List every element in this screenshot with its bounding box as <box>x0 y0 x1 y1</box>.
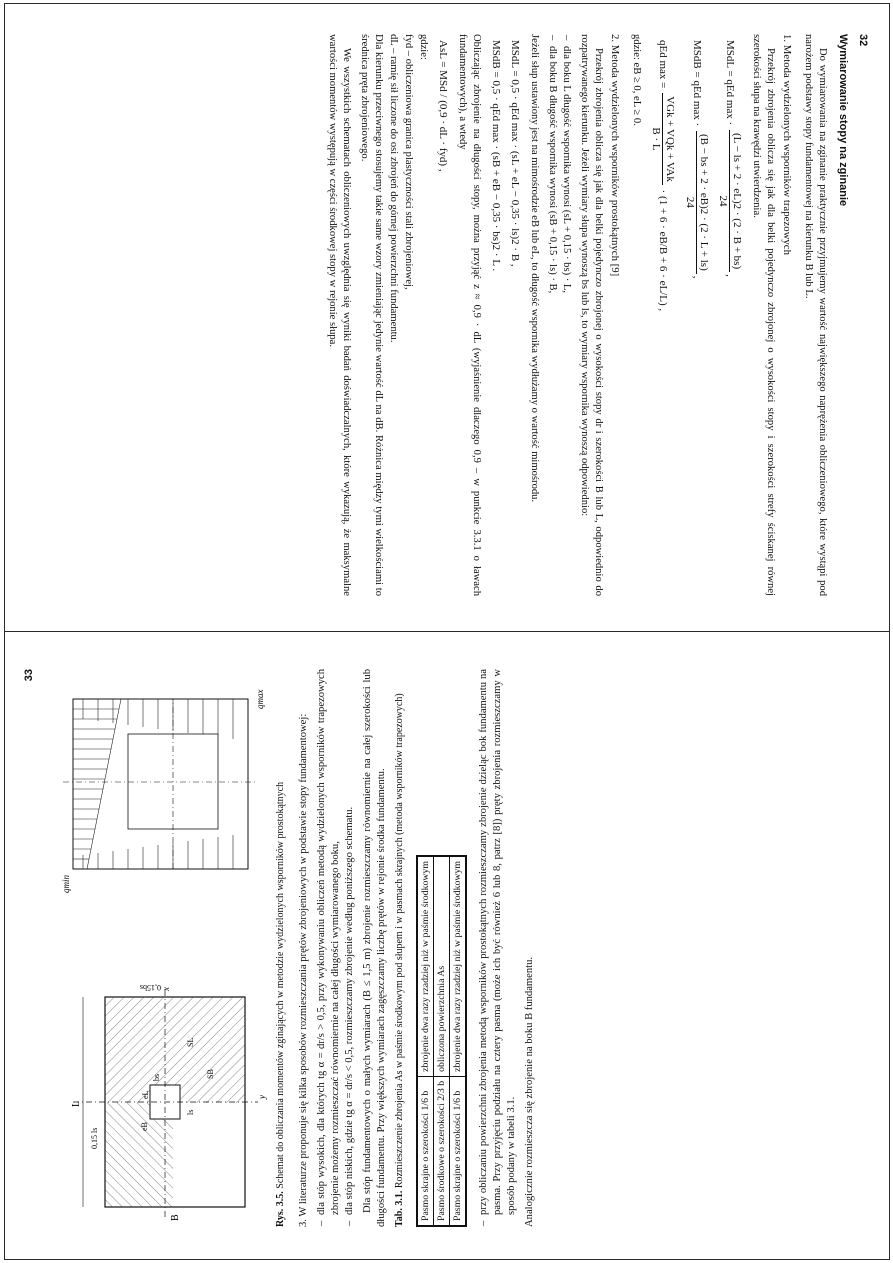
figure-caption-text: Schemat do obliczania momentów zginających w metodzie wydzielonych wsporników prostokątnych <box>275 781 286 1189</box>
method2-paragraph: Przekrój zbrojenia oblicza się jak dla belki pojedynczo zbrojonej o wysokości stopy dr i szerokości B lub L, odpowiednio do rozpatrywanego kierunku. Jeżeli wymiary słupa wynoszą bs lub ls, to wymiary wspornika wynoszą odpowiednio: <box>579 34 605 596</box>
formula-msdb-lhs: MSdB = qEd max · <box>690 40 703 127</box>
label-bs: bs <box>152 1073 161 1081</box>
table-row <box>433 856 449 1226</box>
axis-label-x: x <box>161 987 171 991</box>
page-number: 33 <box>23 669 35 682</box>
label-bs-frac: 0,15bs <box>139 983 161 992</box>
formula-m1: MSdL = 0,5 · qEd max · (sL + eL − 0,35 · ls)2 · B , <box>509 40 522 267</box>
page-32 <box>5 4 887 630</box>
table-cell: Pasmo środkowe o szerokości 2/3 b <box>433 1076 449 1226</box>
z-paragraph: Obliczając zbrojenie na długości stopy, można przyjąć z ≈ 0,9 · dL (wyjaśnienie dlaczego 0,9 – w punkcie 3.3.1 o ławach fundamentowych), a wtedy <box>456 34 482 596</box>
formula-as: AsL = MSd / (0,9 · dL · fyd) , <box>436 40 449 172</box>
closing-paragraph-1: Dla kierunku przeciwnego stosujemy takie same wzory zmieniając jedynie wartość dL na dB. Różnica między tymi wielkościami to średnica pręta zbrojeniowego. <box>358 34 384 596</box>
method2-list <box>545 34 573 596</box>
para3-after: Dla stóp fundamentowych o małych wymiarach (B ≤ 1,5 m) zbrojenie rozmieszczamy równomiernie na całej szerokości lub długości fundamentu. Przy większych wymiarach zagęszczamy liczbę prętów w rejonie środka fundamentu. <box>361 669 387 1227</box>
formula-q-lhs: qEd max = <box>657 40 670 89</box>
table-caption-text: Rozmieszczenie zbrojenia As w paśmie środkowym pod słupem i w pasmach skrajnych (metoda wsporników trapezowych) <box>393 693 405 1189</box>
table-row <box>449 856 466 1226</box>
pressure-hatch-left <box>83 835 233 869</box>
label-b: B <box>170 1214 181 1221</box>
pressure-hatch-top <box>73 699 121 869</box>
table-3-1 <box>416 855 467 1227</box>
table-caption-label: Tab. 3.1. <box>393 1190 405 1227</box>
formula-q-denominator: B · L <box>650 127 663 151</box>
method2-after: Jeżeli słup ustawiony jest na mimośrodzie eB lub eL, to długość wspornika wydłużamy o wartość mimośrodu. <box>529 34 541 503</box>
plan-view-diagram <box>53 977 268 1227</box>
right-page-area <box>5 633 887 1257</box>
method2-heading: 2. Metoda wydzielonych wsporników prostokątnych [9] <box>609 34 622 277</box>
formula-msdl-fraction <box>716 130 743 272</box>
after-table-list <box>477 669 519 1227</box>
table-caption <box>393 669 406 1227</box>
list-item: – dla boku L długość wspornika wynosi (sL + 0,15 · bs) · L, <box>559 46 573 596</box>
formula-msdl-numerator: (L − ls + 2 · eL)2 · (2 · B + bs) <box>729 130 743 272</box>
formula-q-numerator: VGk + VQk + VAk <box>662 93 676 185</box>
label-ls: ls <box>186 1109 195 1115</box>
list-item: – dla boku B długość wspornika wynosi (sB + 0,15 · ls) · B, <box>545 46 559 596</box>
page-number: 32 <box>857 34 869 47</box>
label-qmin: qmin <box>61 875 71 893</box>
figure-caption <box>274 669 287 1227</box>
list-item: – dla stóp niskich, gdzie tg α = dr/s < 0,5, rozmieszczamy zbrojenie według poniższego schematu. <box>343 669 357 1215</box>
label-qmax: qmax <box>255 689 265 709</box>
formula-q-fraction <box>649 93 676 185</box>
formula-m2: MSdB = 0,5 · qEd max · (sB + eB − 0,35 · bs)2 · L . <box>490 40 502 272</box>
label-l: L <box>71 1100 82 1107</box>
figure-caption-label: Rys. 3.5. <box>275 1191 286 1227</box>
definitions <box>386 34 430 596</box>
label-eb: eB <box>140 1122 149 1131</box>
formula-msdl: MSdL = qEd max · (L − ls + 2 · eL)2 · (2 · B + bs) 24 , <box>716 40 744 277</box>
definitions-head: gdzie: <box>417 34 429 60</box>
eccentricity-condition: gdzie: eB ≥ 0, eL ≥ 0. <box>631 34 642 126</box>
intro-paragraph: Do wymiarowania na zginanie praktycznie przyjmujemy wartość największego naprężenia obliczeniowego, które wystąpi pod narożem podstawy stopy fundamentowej na kierunku B lub L. <box>803 34 828 596</box>
page-divider <box>4 631 890 632</box>
definition-item: dL – ramię sił liczone do osi zbrojeń do górnej powierzchni fundamentu. <box>387 34 399 343</box>
formula-q-tail: · (1 + 6 · eB/B + 6 · eL/L) , <box>657 189 670 312</box>
pressure-diagram <box>53 669 268 899</box>
formula-msdb-numerator: (B − bs + 2 · eB)2 · (2 · L + ls) <box>696 131 710 274</box>
label-el: eL <box>141 1090 150 1099</box>
definition-item: fyd – obliczeniowa granica plastyczności stali zbrojeniowej, <box>402 34 414 290</box>
label-ls-frac: 0,15 ls <box>90 1127 99 1149</box>
para3-list <box>315 669 357 1227</box>
label-sb: SB <box>206 1069 215 1079</box>
formula-qed <box>649 40 676 596</box>
formula-msdl-lhs: MSdL = qEd max · <box>723 40 736 126</box>
list-item: – dla stóp wysokich, dla których tg α = dr/s > 0,5, przy wykonywaniu obliczeń metodą wydzielonych wsporników trapezowych zbrojenie możemy rozmieszczać równomiernie na całej długości wymiarowanego boku, <box>315 669 343 1215</box>
closing-paragraph-2: We wszystkich schematach obliczeniowych uwzględnia się wyniki badań doświadczalnych, które wykazują, że maksymalne wartości momentów występują w części środkowej stopy w rejonie słupa. <box>326 34 352 596</box>
table-row <box>417 856 434 1226</box>
method1-paragraph: Przekrój zbrojenia oblicza się jak dla belki pojedynczo zbrojonej o wysokości stopy i szerokości strefy ściskanej równej szerokości słupa na krawędzi utwierdzenia. <box>751 34 777 596</box>
formula-msdb: MSdB = qEd max · (B − bs + 2 · eB)2 · (2 · L + ls) 24 , <box>683 40 710 279</box>
table-cell: zbrojenie dwa razy rzadziej niż w paśmie środkowym <box>449 856 466 1076</box>
figure-3-5 <box>53 669 268 1227</box>
table-cell: Pasmo skrajne o szerokości 1/6 b <box>417 1076 434 1226</box>
formula-msdb-denominator: 24 <box>683 196 696 208</box>
para3: 3. W literaturze proponuje się kilka sposobów rozmieszczania prętów zbrojeniowych w podstawie stopy fundamentowej: <box>298 713 309 1227</box>
last-line: Analogicznie rozmieszcza się zbrojenie na boku B fundamentu. <box>523 956 535 1227</box>
table-cell: Pasmo skrajne o szerokości 1/6 b <box>449 1076 466 1226</box>
table-cell: zbrojenie dwa razy rzadziej niż w paśmie środkowym <box>417 856 434 1076</box>
axis-label-y: y <box>257 1095 267 1099</box>
section-title: Wymiarowanie stopy na zginanie <box>837 34 849 207</box>
page-33 <box>5 633 887 1257</box>
formula-msdb-fraction <box>682 131 709 274</box>
method1-heading: 1. Metoda wydzielonych wsporników trapezowych <box>781 34 794 255</box>
formula-msdl-denominator: 24 <box>716 195 729 207</box>
list-item: – przy obliczaniu powierzchni zbrojenia metodą wsporników prostokątnych rozmieszczamy zbrojenie dzieląc bok fundamentu na pasma. Przy przyjęciu podziału na cztery pasma (może ich być również 6 lub 8, patrz [8]) pręty zbrojenia rozmieszczamy w sposób podany w tabeli 3.1. <box>477 669 519 1215</box>
table-cell: obliczona powierzchnia As <box>433 856 449 1076</box>
left-page-area <box>5 4 887 630</box>
label-sl: SL <box>186 1037 195 1047</box>
